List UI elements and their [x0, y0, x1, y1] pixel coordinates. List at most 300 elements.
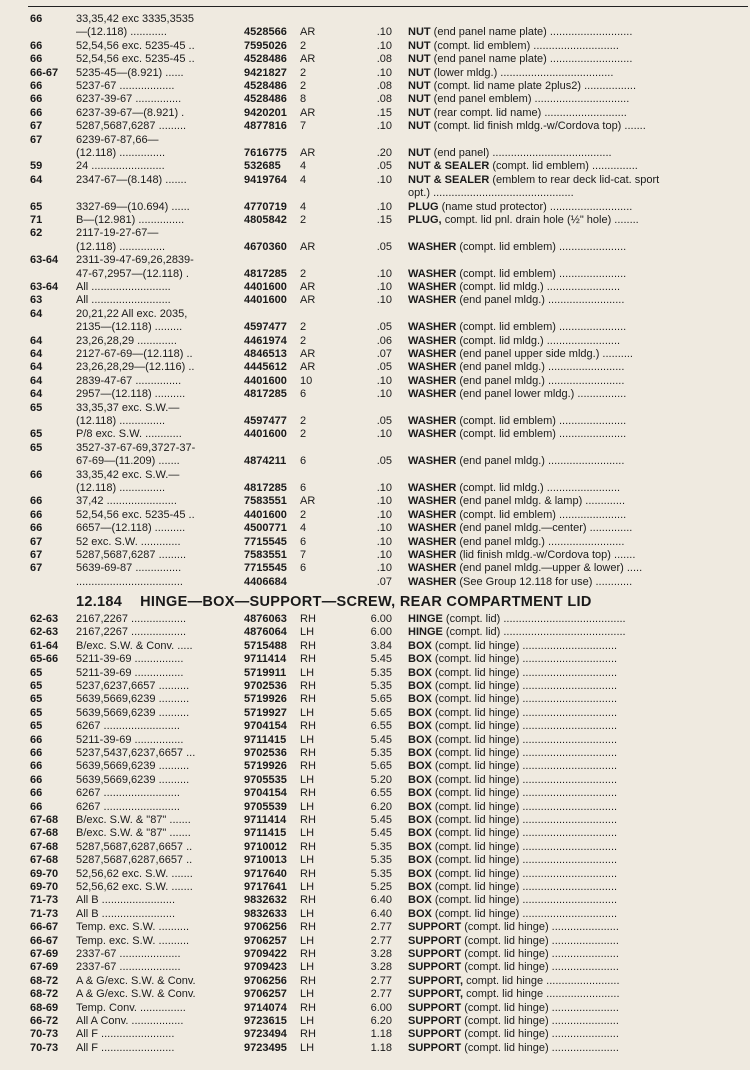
description-cell: [408, 693, 746, 706]
part-name: BOX: [408, 760, 432, 773]
price-cell: .10: [376, 267, 392, 280]
price-cell: 5.65: [370, 706, 392, 719]
year-cell: 68-72: [30, 988, 59, 1001]
models-cell: (12.118) ...............: [76, 240, 166, 253]
price-cell: .10: [376, 482, 392, 494]
part-number-cell: 9704154: [244, 787, 287, 800]
models-cell: All ..........................: [76, 281, 171, 293]
table-row: [0, 428, 750, 441]
price-cell: 1.18: [370, 1028, 392, 1041]
year-cell: 65: [30, 428, 43, 441]
description-cell: [408, 509, 746, 522]
quantity-cell: AR: [300, 281, 316, 293]
models-cell: 3327-69—(10.694) ......: [76, 200, 190, 213]
part-name: SUPPORT: [408, 948, 462, 960]
description-cell: [408, 268, 746, 281]
part-name: NUT: [408, 93, 431, 106]
part-name: WASHER: [408, 415, 457, 427]
description-cell: [408, 760, 746, 773]
part-number-cell: 9420201: [244, 106, 287, 119]
table-row: [0, 469, 750, 482]
part-detail: (compt. lid hinge) ...............................: [434, 693, 618, 706]
models-cell: B/exc. S.W. & "87" .......: [76, 827, 191, 840]
quantity-cell: RH: [300, 1028, 316, 1041]
year-cell: 65: [30, 666, 43, 679]
part-detail: (compt. lid hinge) ......................: [464, 948, 619, 960]
part-detail: (compt. lid emblem) ......................: [459, 428, 627, 441]
part-number-cell: 4528566: [244, 26, 287, 39]
part-name: WASHER: [408, 508, 457, 521]
models-cell: 6237-39-67 ...............: [76, 93, 182, 106]
table-row: [0, 442, 750, 455]
price-cell: 6.00: [370, 1001, 392, 1014]
part-detail: (compt. lid hinge) ......................: [464, 1028, 619, 1041]
table-row: [0, 482, 750, 495]
description-cell: [408, 482, 746, 495]
models-cell: 3527-37-67-69,3727-37-: [76, 441, 196, 454]
quantity-cell: RH: [300, 787, 316, 800]
year-cell: 65: [30, 720, 43, 733]
models-cell: 6267 .........................: [76, 800, 180, 813]
year-cell: 64: [30, 307, 43, 320]
year-cell: 65: [30, 401, 43, 414]
part-number-cell: 4401600: [244, 281, 287, 293]
quantity-cell: LH: [300, 666, 315, 679]
description-cell: [408, 734, 746, 747]
description-cell: [408, 935, 746, 948]
price-cell: 1.18: [370, 1041, 392, 1054]
part-name: SUPPORT,: [408, 988, 464, 1001]
description-cell: [408, 294, 746, 307]
quantity-cell: 2: [300, 321, 307, 334]
description-cell: [408, 1028, 746, 1041]
quantity-cell: LH: [300, 961, 315, 974]
description-cell: [408, 854, 746, 867]
year-cell: 66: [30, 495, 43, 508]
part-detail: (end panel name plate) ...........................: [433, 26, 633, 39]
part-name: WASHER: [408, 549, 457, 561]
part-number-cell: 9705535: [244, 773, 287, 786]
part-name: BOX: [408, 867, 432, 880]
part-number-cell: 9706256: [244, 921, 287, 934]
table-row: [0, 1042, 750, 1055]
table-row: [0, 214, 750, 227]
year-cell: 69-70: [30, 881, 59, 893]
part-number-cell: 4597477: [244, 321, 287, 334]
part-name: SUPPORT: [408, 1015, 462, 1027]
part-number-cell: 4528486: [244, 53, 287, 66]
models-cell: 6267 .........................: [76, 720, 180, 733]
description-cell: [408, 428, 746, 441]
price-cell: .10: [376, 200, 392, 213]
table-row: [0, 335, 750, 348]
part-detail: (compt. lid mldg.) ........................: [459, 482, 621, 494]
models-cell: 52,54,56 exc. 5235-45 ..: [76, 39, 195, 52]
price-cell: 5.25: [370, 881, 392, 893]
table-row: [0, 147, 750, 160]
part-detail: (compt. lid emblem) ......................: [459, 415, 627, 427]
table-row: [0, 613, 750, 626]
description-cell: [408, 667, 746, 680]
table-row: [0, 495, 750, 508]
part-name: BOX: [408, 666, 432, 679]
quantity-cell: 4: [300, 522, 307, 535]
part-number-cell: 9714074: [244, 1001, 287, 1014]
quantity-cell: 8: [300, 93, 307, 106]
description-cell: [408, 53, 746, 66]
part-name: BOX: [408, 680, 432, 692]
quantity-cell: RH: [300, 867, 316, 880]
part-number-cell: 9421827: [244, 66, 287, 79]
table-row: [0, 268, 750, 281]
description-cell: [408, 107, 746, 120]
description-cell: [408, 908, 746, 921]
part-number-cell: 9717640: [244, 867, 287, 880]
description-cell: [408, 640, 746, 653]
price-cell: .10: [376, 374, 392, 387]
section-code: 12.184: [76, 594, 123, 610]
table-row: [0, 827, 750, 840]
year-cell: 71: [30, 214, 43, 226]
part-number-cell: 9710013: [244, 854, 287, 867]
part-number-cell: 4876064: [244, 626, 287, 639]
year-cell: 66: [30, 13, 43, 25]
description-cell: [408, 613, 746, 626]
table-row: [0, 1028, 750, 1041]
part-detail: (compt. lid hinge) ......................: [464, 1015, 619, 1027]
part-detail: (end panel mldg.—upper & lower) .....: [459, 562, 643, 575]
quantity-cell: 6: [300, 535, 307, 548]
description-cell: [408, 536, 746, 549]
table-row: [0, 576, 750, 589]
table-row: [0, 254, 750, 267]
quantity-cell: 7: [300, 120, 307, 133]
part-detail: (compt. lid emblem) ......................: [459, 267, 627, 280]
part-number-cell: 4528486: [244, 93, 287, 106]
part-number-cell: 9705539: [244, 800, 287, 813]
part-name: BOX: [408, 894, 432, 907]
quantity-cell: RH: [300, 974, 316, 987]
models-cell: 6657—(12.118) ..........: [76, 522, 186, 535]
part-detail: (name stud protector) ...........................: [441, 200, 633, 213]
quantity-cell: AR: [300, 26, 316, 39]
models-cell: 2311-39-47-69,26,2839-: [76, 254, 194, 267]
part-number-cell: 4406684: [244, 575, 287, 588]
price-cell: 6.40: [370, 894, 392, 907]
price-cell: 2.77: [370, 921, 392, 934]
year-cell: 65: [30, 693, 43, 706]
description-cell: [408, 40, 746, 53]
part-detail: (end panel mldg.—center) ..............: [459, 522, 633, 535]
table-row: [0, 455, 750, 468]
description-cell: [408, 827, 746, 840]
part-number-cell: 9709423: [244, 961, 287, 974]
part-name: BOX: [408, 787, 432, 800]
year-cell: 67-69: [30, 961, 59, 974]
price-cell: .05: [376, 240, 392, 253]
part-name: HINGE: [408, 613, 443, 625]
description-cell: [408, 626, 746, 639]
part-name: WASHER: [408, 535, 457, 548]
year-cell: 67-68: [30, 814, 59, 826]
part-number-cell: 4500771: [244, 522, 287, 535]
price-cell: 5.35: [370, 666, 392, 679]
table-row: [0, 881, 750, 894]
year-cell: 69-70: [30, 867, 59, 880]
part-detail: (compt. lid emblem) ...............: [492, 160, 638, 173]
table-row: [0, 814, 750, 827]
quantity-cell: 4: [300, 173, 307, 186]
quantity-cell: AR: [300, 106, 316, 119]
part-detail: (compt. lid hinge) ...............................: [434, 706, 618, 719]
part-number-cell: 7595026: [244, 39, 287, 52]
part-number-cell: 9702536: [244, 747, 287, 759]
quantity-cell: AR: [300, 53, 316, 66]
year-cell: 63-64: [30, 281, 59, 293]
table-row: [0, 1015, 750, 1028]
year-cell: 66-72: [30, 1015, 59, 1027]
year-cell: 65-66: [30, 653, 59, 666]
price-cell: 2.77: [370, 974, 392, 987]
part-number-cell: 9832633: [244, 907, 287, 920]
table-row: [0, 667, 750, 680]
part-detail: (compt. lid hinge) ...............................: [434, 747, 618, 759]
table-row: [0, 509, 750, 522]
part-name: BOX: [408, 733, 432, 746]
models-cell: 20,21,22 All exc. 2035,: [76, 307, 188, 320]
table-row: [0, 680, 750, 693]
part-number-cell: 5715488: [244, 639, 287, 652]
part-detail: (compt. lid name plate 2plus2) .................: [433, 80, 637, 92]
part-name: BOX: [408, 693, 432, 706]
models-cell: 52,56,62 exc. S.W. .......: [76, 881, 193, 893]
models-cell: All ..........................: [76, 294, 171, 307]
models-cell: 2337-67 ....................: [76, 948, 181, 960]
price-cell: .10: [376, 66, 392, 79]
part-name: WASHER: [408, 374, 457, 387]
quantity-cell: 2: [300, 66, 307, 79]
table-row: [0, 653, 750, 666]
part-number-cell: 4461974: [244, 334, 287, 347]
table-row: [0, 388, 750, 401]
price-cell: .05: [376, 415, 392, 427]
quantity-cell: LH: [300, 626, 315, 639]
part-name: SUPPORT: [408, 1001, 462, 1014]
price-cell: .05: [376, 361, 392, 374]
table-row: [0, 894, 750, 907]
table-row: [0, 93, 750, 106]
models-cell: 2117-19-27-67—: [76, 227, 159, 240]
table-row: [0, 549, 750, 562]
description-cell: [408, 241, 746, 254]
table-row: [0, 402, 750, 415]
table-row: [0, 693, 750, 706]
year-cell: 65: [30, 706, 43, 719]
description-cell: [408, 348, 746, 361]
quantity-cell: 2: [300, 39, 307, 52]
description-cell: [408, 720, 746, 733]
quantity-cell: AR: [300, 147, 316, 159]
part-name: WASHER: [408, 495, 457, 508]
part-detail: (compt. lid hinge) ...............................: [434, 787, 618, 800]
part-name: WASHER: [408, 522, 457, 535]
description-cell: [408, 881, 746, 894]
year-cell: 66: [30, 39, 43, 52]
quantity-cell: 6: [300, 562, 307, 575]
description-cell: [408, 961, 746, 974]
year-cell: 66: [30, 93, 43, 106]
models-cell: 6237-39-67—(8.921) .: [76, 106, 185, 119]
part-name: BOX: [408, 639, 432, 652]
part-name: WASHER: [408, 388, 457, 401]
part-number-cell: 4401600: [244, 508, 287, 521]
part-number-cell: 9711415: [244, 733, 287, 746]
price-cell: .10: [376, 39, 392, 52]
description-cell: [408, 921, 746, 934]
models-cell: 5211-39-69 ................: [76, 653, 184, 666]
quantity-cell: RH: [300, 894, 316, 907]
description-cell: [408, 522, 746, 535]
models-cell: 6267 .........................: [76, 787, 180, 800]
part-name: NUT: [408, 26, 431, 39]
description-cell: [408, 562, 746, 575]
models-cell: 5237,6237,6657 ..........: [76, 680, 190, 692]
description-cell: [408, 375, 746, 388]
part-detail: (end panel mldg.) .........................: [459, 361, 625, 374]
models-cell: (12.118) ...............: [76, 147, 166, 159]
table-row: [0, 13, 750, 26]
models-cell: 2127-67-69—(12.118) ..: [76, 348, 193, 360]
price-cell: 5.45: [370, 733, 392, 746]
description-cell: [408, 455, 746, 468]
year-cell: 64: [30, 374, 43, 387]
part-detail: (end panel mldg.) .........................: [459, 535, 625, 548]
part-name: HINGE: [408, 626, 443, 639]
table-row: [0, 67, 750, 80]
year-cell: 64: [30, 361, 43, 374]
table-row: [0, 26, 750, 39]
quantity-cell: 2: [300, 214, 307, 226]
models-cell: (12.118) ...............: [76, 415, 166, 427]
year-cell: 67: [30, 133, 43, 146]
part-number-cell: 9711415: [244, 827, 287, 840]
year-cell: 70-73: [30, 1028, 59, 1041]
part-detail: (compt. lid hinge) ...............................: [434, 639, 618, 652]
models-cell: All A Conv. .................: [76, 1015, 184, 1027]
part-detail: (end panel mldg.) .........................: [459, 374, 625, 387]
part-number-cell: 5719926: [244, 760, 287, 773]
models-cell: All F ........................: [76, 1028, 175, 1041]
table-row: [0, 241, 750, 254]
part-number-cell: 4770719: [244, 200, 287, 213]
quantity-cell: LH: [300, 827, 315, 840]
description-cell: [408, 774, 746, 787]
description-cell: [408, 680, 746, 693]
year-cell: 66-67: [30, 66, 59, 79]
models-cell: —(12.118) ............: [76, 26, 167, 39]
models-cell: 5211-39-69 ................: [76, 666, 184, 679]
part-number-cell: 9706257: [244, 988, 287, 1001]
description-cell: [408, 814, 746, 827]
price-cell: 3.28: [370, 948, 392, 960]
part-number-cell: 4401600: [244, 374, 287, 387]
part-detail: compt. lid hinge ........................: [466, 974, 620, 987]
description-cell: [408, 93, 746, 106]
description-cell: [408, 335, 746, 348]
part-name: BOX: [408, 840, 432, 853]
price-cell: 6.20: [370, 1015, 392, 1027]
part-detail: (compt. lid mldg.) ........................: [459, 334, 621, 347]
models-cell: 24 ........................: [76, 160, 165, 173]
part-number-cell: 7583551: [244, 495, 287, 508]
quantity-cell: LH: [300, 733, 315, 746]
description-cell: [408, 988, 746, 1001]
part-name: WASHER: [408, 281, 457, 293]
part-detail: (rear compt. lid name) ...........................: [433, 106, 627, 119]
year-cell: 66-67: [30, 921, 59, 934]
quantity-cell: AR: [300, 240, 316, 253]
part-detail: (compt. lid hinge) ...............................: [434, 840, 618, 853]
table-row: [0, 201, 750, 214]
part-name: WASHER: [408, 428, 457, 441]
price-cell: 3.28: [370, 961, 392, 974]
part-detail: (compt. lid emblem) ......................: [459, 321, 627, 334]
quantity-cell: 2: [300, 415, 307, 427]
part-number-cell: 5719926: [244, 693, 287, 706]
price-cell: 5.35: [370, 867, 392, 880]
part-detail: (lower mldg.) .....................................: [433, 66, 614, 79]
year-cell: 64: [30, 348, 43, 360]
part-detail: (compt. lid emblem) ......................: [459, 508, 627, 521]
part-name: WASHER: [408, 562, 457, 575]
year-cell: 67: [30, 562, 43, 575]
part-name: BOX: [408, 827, 432, 840]
part-number-cell: 5719927: [244, 706, 287, 719]
price-cell: .08: [376, 93, 392, 106]
year-cell: 64: [30, 388, 43, 401]
year-cell: 66: [30, 800, 43, 813]
price-cell: 5.45: [370, 827, 392, 840]
models-cell: 5237,5437,6237,6657 ...: [76, 747, 196, 759]
models-cell: B/exc. S.W. & "87" .......: [76, 814, 191, 826]
price-cell: 6.20: [370, 800, 392, 813]
part-number-cell: 9710012: [244, 840, 287, 853]
part-detail: (end panel emblem) ...............................: [433, 93, 630, 106]
table-row: [0, 120, 750, 133]
year-cell: 67: [30, 535, 43, 548]
quantity-cell: AR: [300, 294, 316, 307]
description-cell: [408, 201, 746, 214]
part-name: BOX: [408, 814, 432, 826]
part-number-cell: 4401600: [244, 294, 287, 307]
price-cell: 5.65: [370, 760, 392, 773]
models-cell: 2337-67 ....................: [76, 961, 181, 974]
price-cell: .08: [376, 80, 392, 92]
table-row: [0, 787, 750, 800]
price-cell: 2.77: [370, 934, 392, 947]
models-cell: 5237-67 ..................: [76, 80, 175, 92]
description-cell: [408, 495, 746, 508]
part-name: BOX: [408, 800, 432, 813]
part-detail: (end panel lower mldg.) ................: [459, 388, 627, 401]
part-detail: (compt. lid hinge) ...............................: [434, 773, 618, 786]
year-cell: 66: [30, 106, 43, 119]
year-cell: 62-63: [30, 626, 59, 639]
price-cell: 5.35: [370, 747, 392, 759]
quantity-cell: LH: [300, 1041, 315, 1054]
part-number-cell: 4805842: [244, 214, 287, 226]
part-name: NUT: [408, 39, 431, 52]
